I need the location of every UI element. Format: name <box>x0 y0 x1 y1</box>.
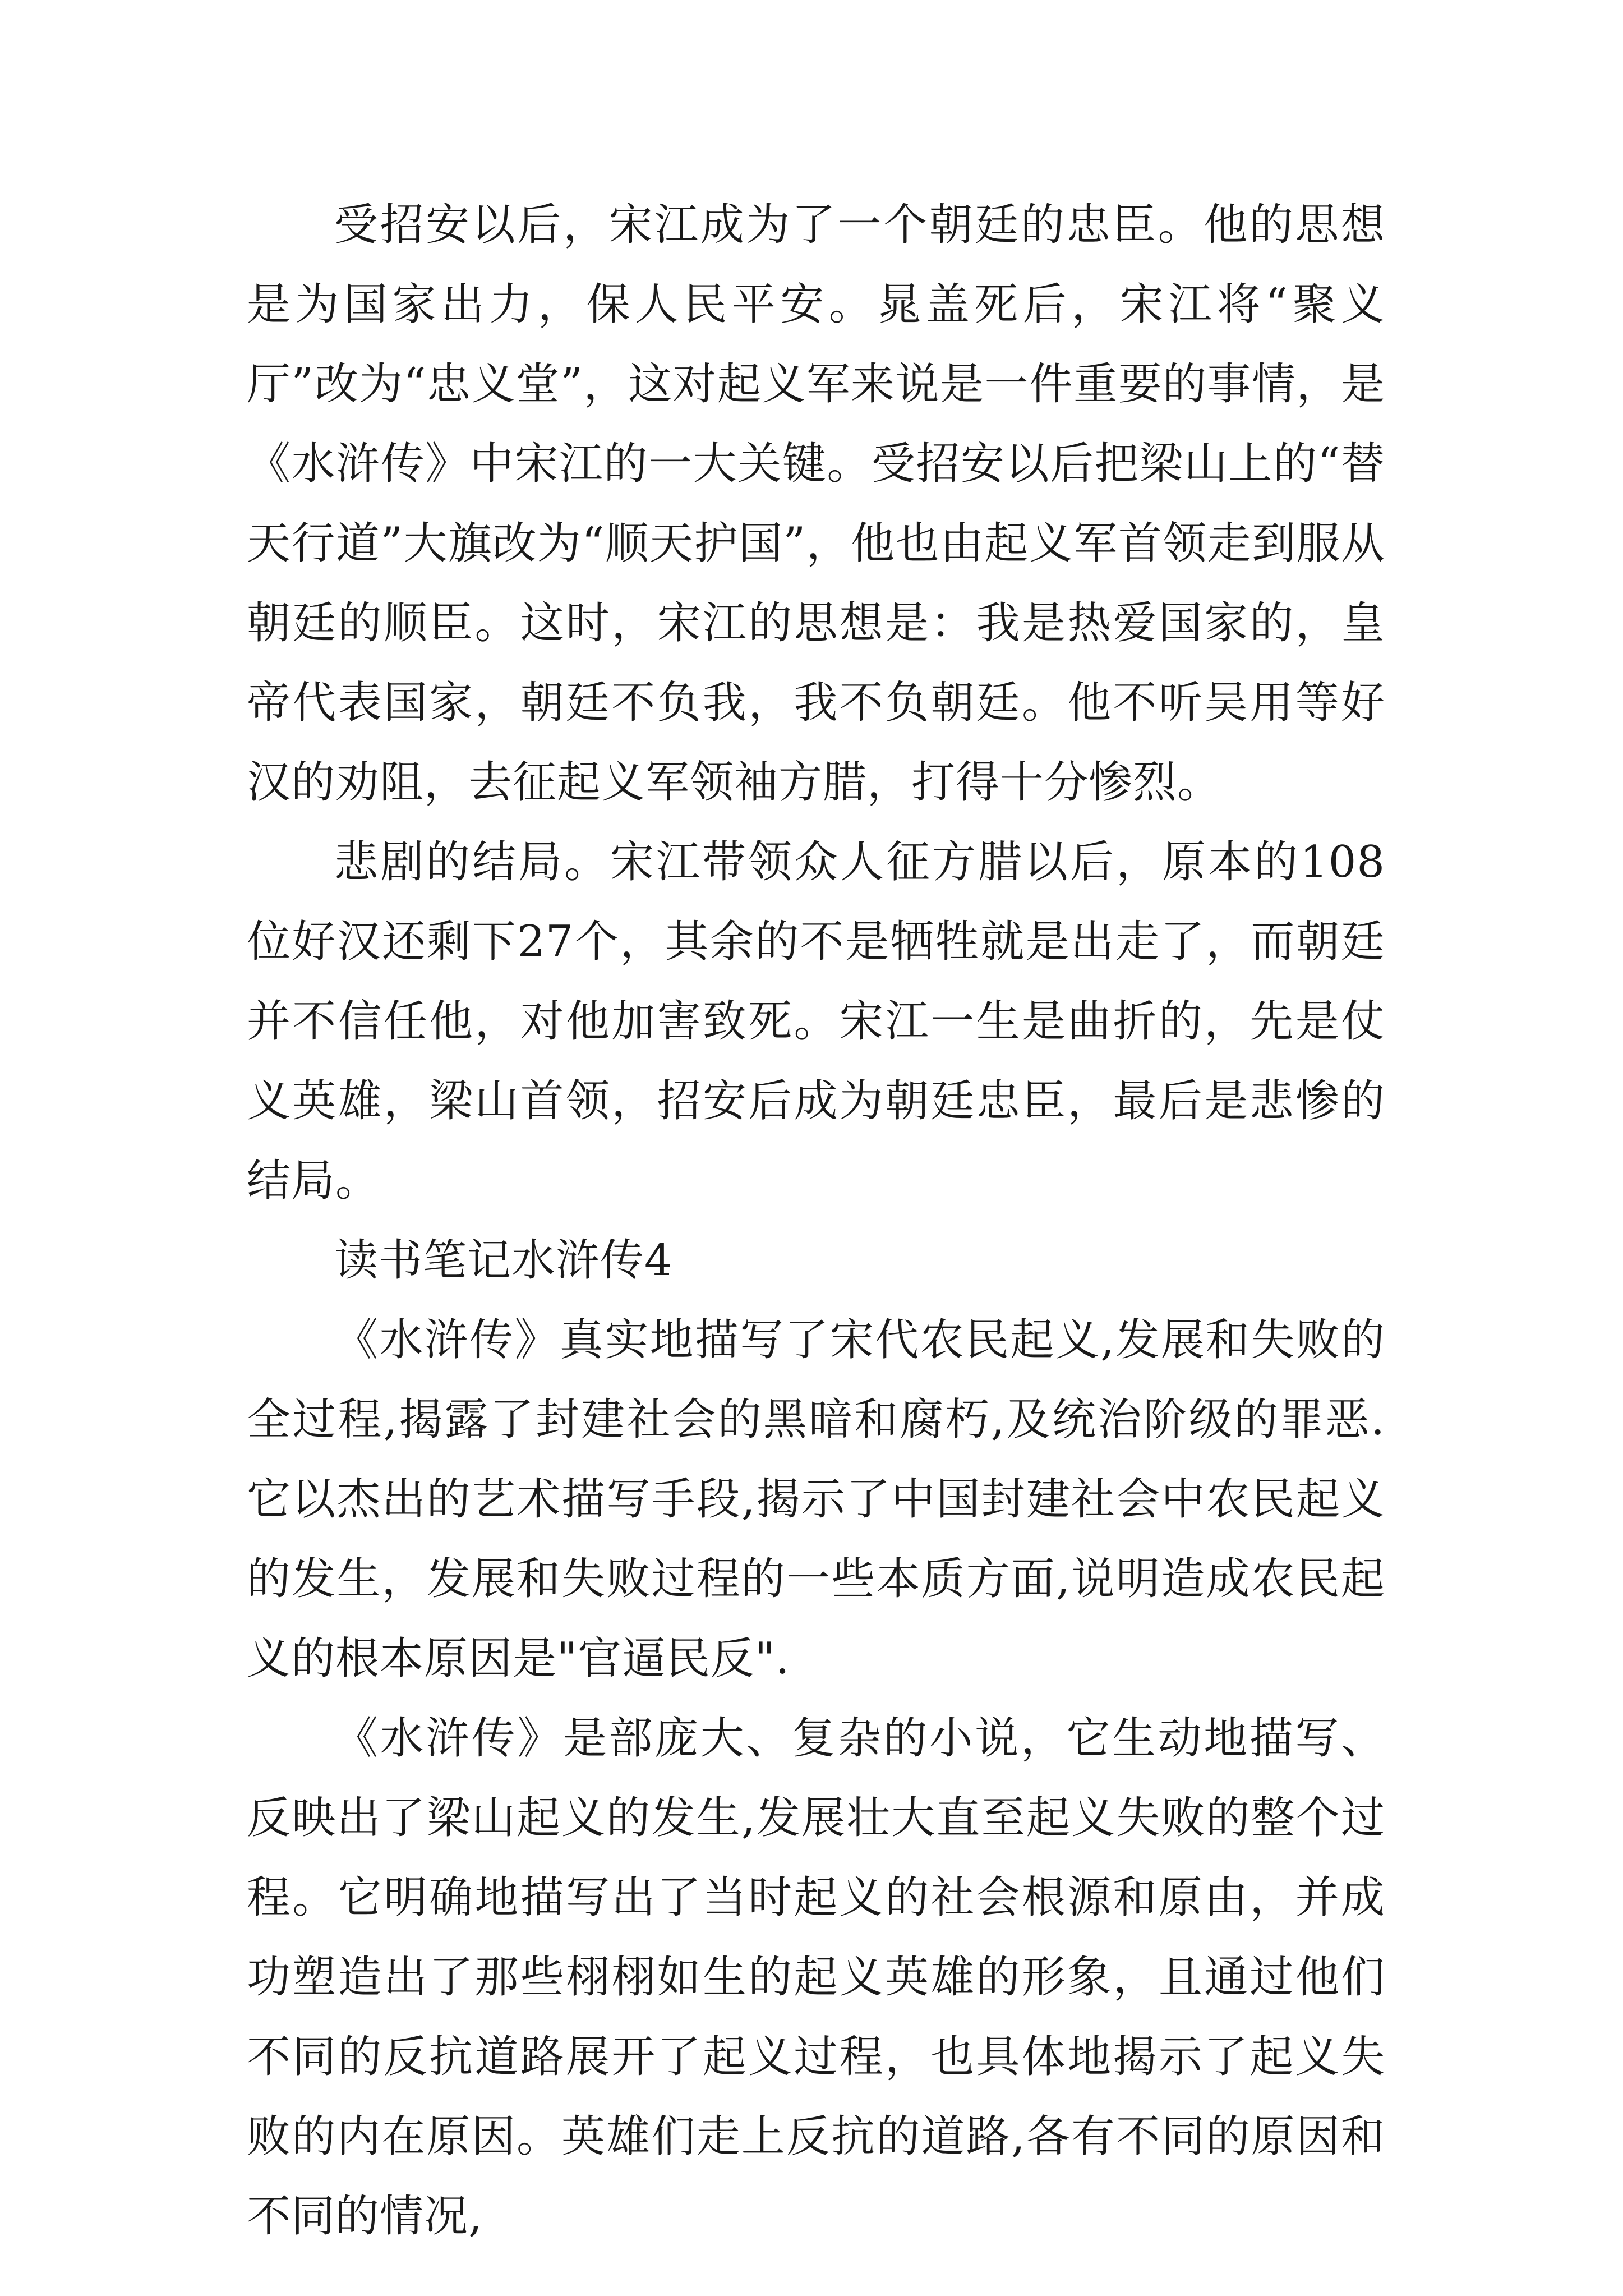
section-heading: 读书笔记水浒传4 <box>334 1235 673 1286</box>
paragraph-tragic-ending: 悲剧的结局。宋江带领众人征方腊以后，原本的108位好汉还剩下27个，其余的不是牺牲就是出走了，而朝廷并不信任他，对他加害致死。宋江一生是曲折的，先是仗义英雄，梁山首领，招安后成为朝廷忠臣，最后是悲惨的结局。 <box>247 837 1385 1206</box>
body-text <box>247 185 1385 2256</box>
paragraph-novel-overview: 《水浒传》是部庞大、复杂的小说，它生动地描写、反映出了梁山起义的发生,发展壮大直至起义失败的整个过程。它明确地描写出了当时起义的社会根源和原由，并成功塑造出了那些栩栩如生的起义英雄的形象，且通过他们不同的反抗道路展开了起义过程，也具体地揭示了起义失败的内在原因。英雄们走上反抗的道路,各有不同的原因和不同的情况, <box>247 1713 1385 2242</box>
paragraph-zhaoan: 受招安以后，宋江成为了一个朝廷的忠臣。他的思想是为国家出力，保人民平安。晁盖死后，宋江将“聚义厅”改为“忠义堂”，这对起义军来说是一件重要的事情，是《水浒传》中宋江的一大关键。受招安以后把梁山上的“替天行道”大旗改为“顺天护国”，他也由起义军首领走到服从朝廷的顺臣。这时，宋江的思想是：我是热爱国家的，皇帝代表国家，朝廷不负我，我不负朝廷。他不听吴用等好汉的劝阻，去征起义军领袖方腊，打得十分惨烈。 <box>247 200 1385 808</box>
paragraph-peasant-uprising: 《水浒传》真实地描写了宋代农民起义,发展和失败的全过程,揭露了封建社会的黑暗和腐朽,及统治阶级的罪恶.它以杰出的艺术描写手段,揭示了中国封建社会中农民起义的发生，发展和失败过程的一些本质方面,说明造成农民起义的根本原因是"官逼民反". <box>247 1315 1385 1684</box>
